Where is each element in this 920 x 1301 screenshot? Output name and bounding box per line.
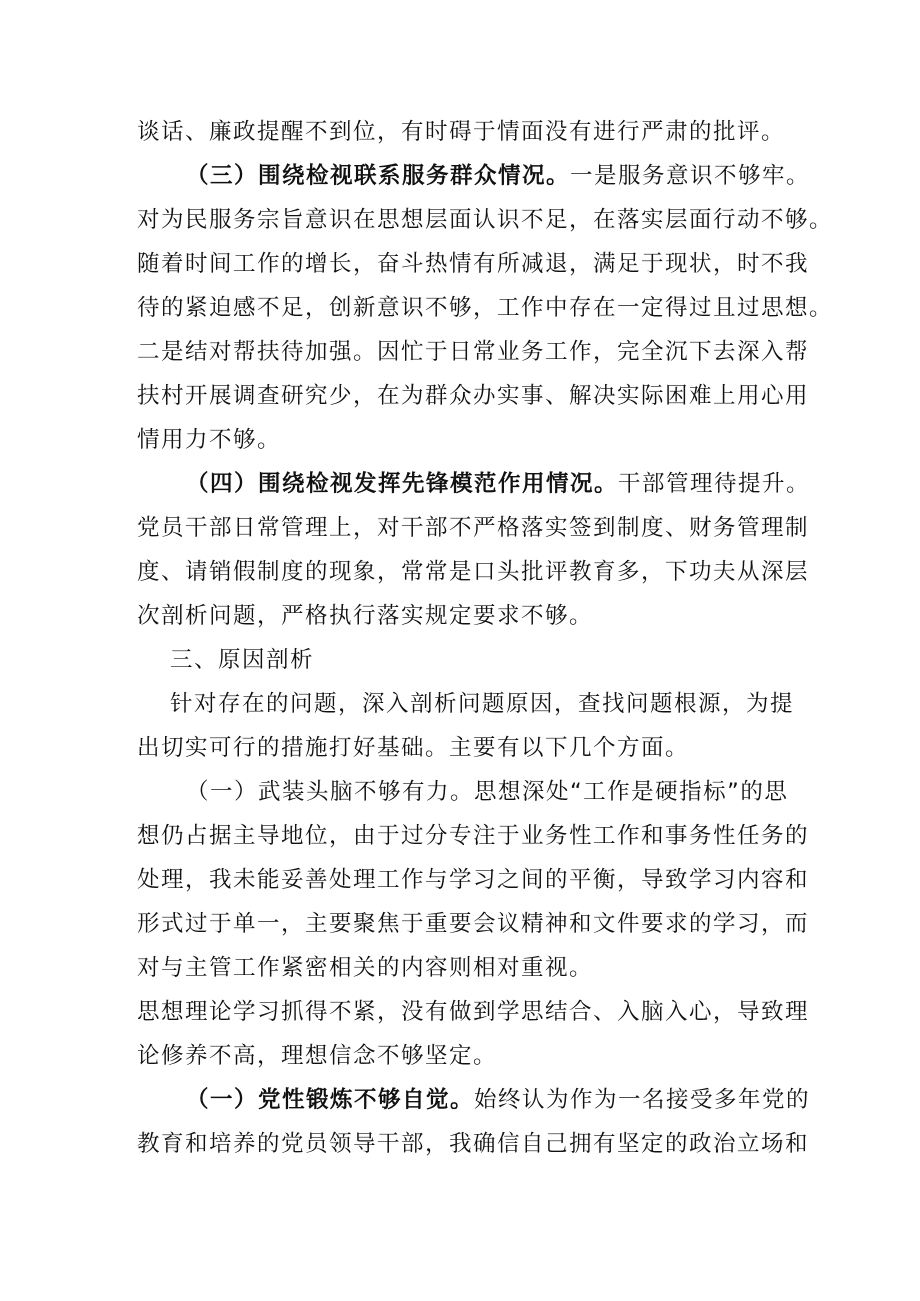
text-line: 想仍占据主导地位，由于过分专注于业务性工作和事务性任务的 [137, 823, 810, 849]
text-span: 干部管理待提升。 [618, 471, 811, 497]
text-line: 度、请销假制度的现象，常常是口头批评教育多，下功夫从深层 [137, 559, 810, 585]
text-line: 论修养不高，理想信念不够坚定。 [137, 1043, 498, 1069]
text-line: 随着时间工作的增长，奋斗热情有所减退，满足于现状，时不我 [137, 251, 810, 277]
text-line: 针对存在的问题，深入剖析问题原因，查找问题根源，为提 [170, 691, 795, 717]
text-span: 一是服务意识不够牢。 [570, 163, 811, 189]
section-paragraph [186, 161, 810, 191]
section-heading: （一）党性锻炼不够自觉。 [186, 1087, 475, 1113]
text-line: 扶村开展调查研究少，在为群众办实事、解决实际困难上用心用 [137, 383, 810, 409]
section-title: 三、原因剖析 [170, 647, 315, 673]
text-line: 对与主管工作紧密相关的内容则相对重视。 [137, 955, 594, 981]
text-line: 形式过于单一，主要聚焦于重要会议精神和文件要求的学习，而 [137, 911, 810, 937]
text-line: 谈话、廉政提醒不到位，有时碍于情面没有进行严肃的批评。 [137, 119, 786, 145]
text-line: 次剖析问题，严格执行落实规定要求不够。 [137, 603, 594, 629]
section-paragraph [186, 469, 810, 499]
text-line: 二是结对帮扶待加强。因忙于日常业务工作，完全沉下去深入帮 [137, 339, 810, 365]
text-line: 思想理论学习抓得不紧，没有做到学思结合、入脑入心，导致理 [137, 999, 810, 1025]
text-line: 出切实可行的措施打好基础。主要有以下几个方面。 [137, 735, 690, 761]
text-line: 党员干部日常管理上，对干部不严格落实签到制度、财务管理制 [137, 515, 810, 541]
text-line: 待的紧迫感不足，创新意识不够，工作中存在一定得过且过思想。 [137, 295, 834, 321]
text-line: 处理，我未能妥善处理工作与学习之间的平衡，导致学习内容和 [137, 867, 810, 893]
text-line: （一）武装头脑不够有力。思想深处“工作是硬指标”的思 [186, 779, 789, 805]
section-heading: （三）围绕检视联系服务群众情况。 [186, 163, 571, 189]
text-span: 始终认为作为一名接受多年党的 [474, 1087, 811, 1113]
section-heading: （四）围绕检视发挥先锋模范作用情况。 [186, 471, 619, 497]
section-paragraph [186, 1085, 810, 1115]
text-line: 对为民服务宗旨意识在思想层面认识不足，在落实层面行动不够。 [137, 207, 834, 233]
text-line: 教育和培养的党员领导干部，我确信自己拥有坚定的政治立场和 [137, 1131, 810, 1157]
text-line: 情用力不够。 [137, 427, 282, 453]
